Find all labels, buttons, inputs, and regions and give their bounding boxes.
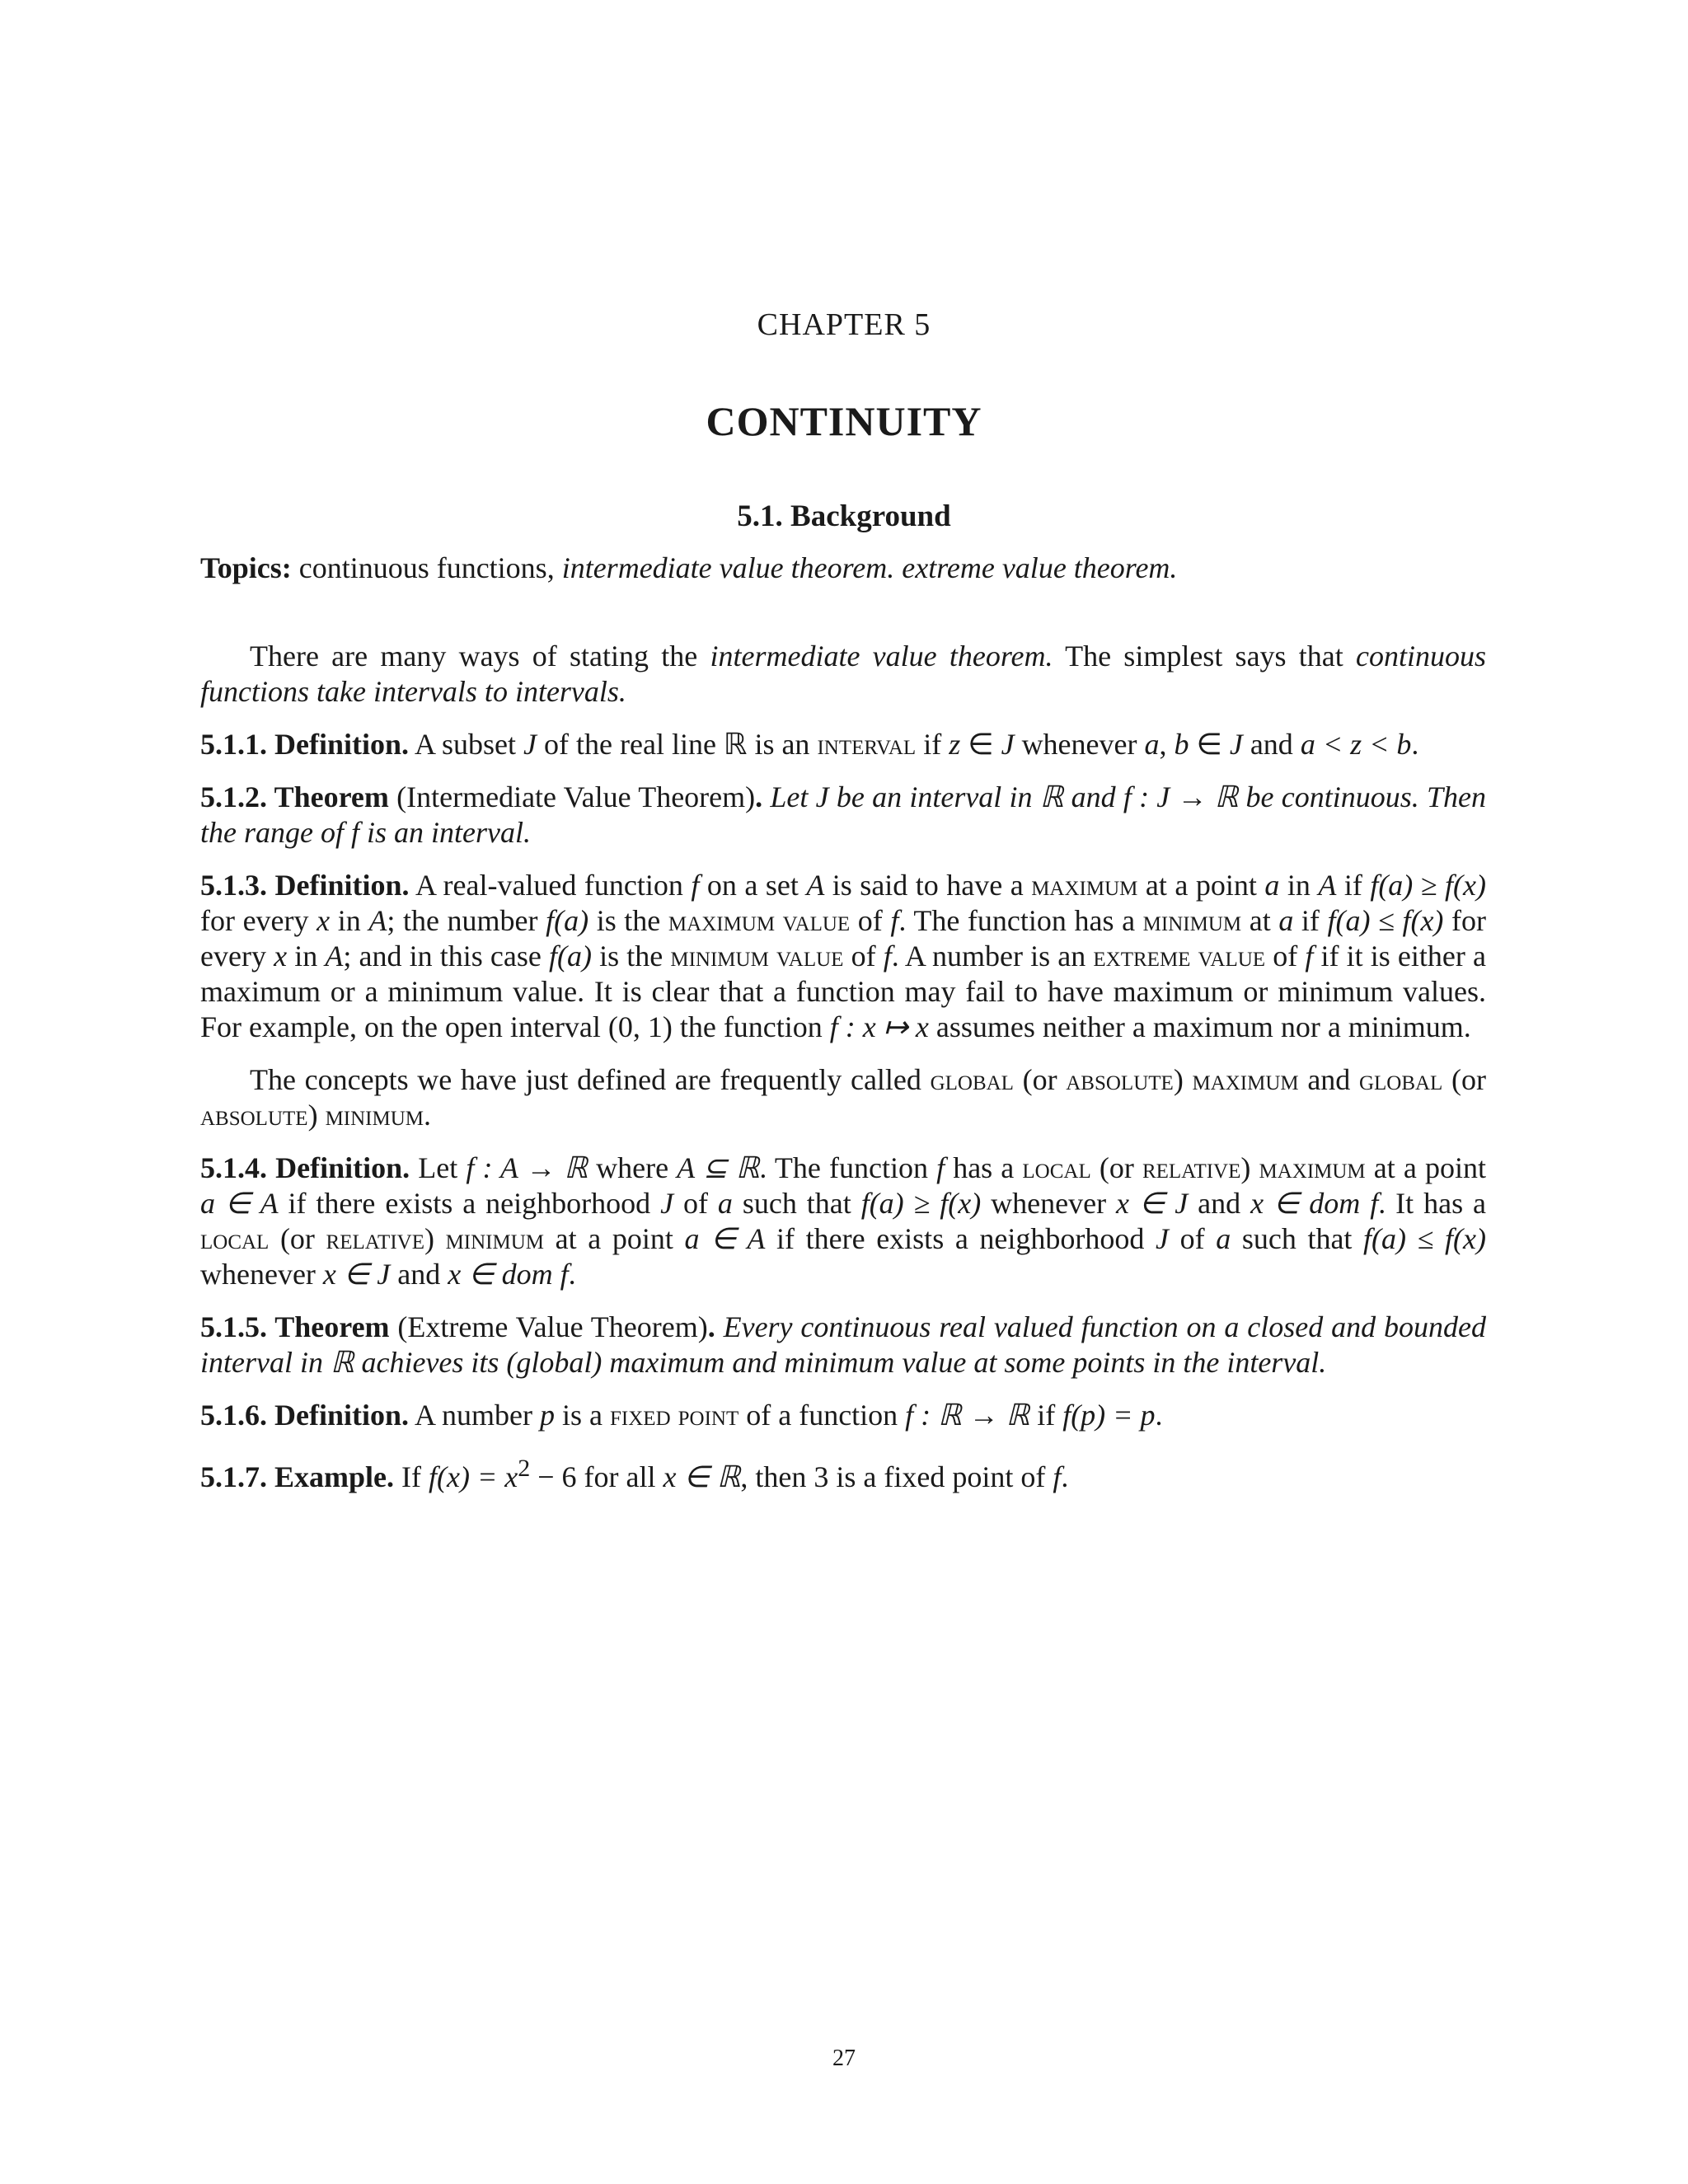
text: in xyxy=(1279,869,1319,902)
math: f(a) ≤ f(x) xyxy=(1327,904,1444,937)
math: a xyxy=(1264,869,1280,902)
text: . xyxy=(1155,1399,1163,1432)
example-label: 5.1.7. Example. xyxy=(200,1460,395,1493)
text: . A number is an xyxy=(891,940,1094,972)
text: at a point xyxy=(544,1222,685,1255)
math: f(a) xyxy=(548,940,592,972)
defined-term: extreme value xyxy=(1093,940,1266,972)
defined-term: global xyxy=(1358,1063,1443,1096)
text: where xyxy=(587,1151,678,1184)
text: if it is either a maximum or a minimum value. It is clear that a function may fail to have maximum or minimum values. For example, on the open interval (0, 1) the function xyxy=(200,940,1486,1043)
defined-term: maximum xyxy=(1031,869,1138,902)
math: p xyxy=(540,1399,556,1432)
math: J xyxy=(1156,1222,1169,1255)
definition-label: 5.1.3. Definition. xyxy=(200,869,410,902)
definition-5-1-1 xyxy=(200,727,1486,762)
intro-emphasis: intermediate value theorem. xyxy=(710,640,1053,673)
defined-term: fixed point xyxy=(610,1399,739,1432)
text: . xyxy=(755,780,763,813)
text: if xyxy=(1336,869,1371,902)
math: z xyxy=(949,728,961,761)
math: a xyxy=(1216,1222,1231,1255)
math: J xyxy=(660,1187,674,1220)
section-heading: 5.1. Background xyxy=(737,499,951,533)
text: if xyxy=(916,728,950,761)
text: of xyxy=(1168,1222,1217,1255)
text: The concepts we have just defined are frequently called xyxy=(250,1063,931,1096)
text: if xyxy=(1029,1399,1063,1432)
math: A ⊆ ℝ xyxy=(677,1151,760,1184)
text: is a xyxy=(555,1399,611,1432)
math-exponent: 2 xyxy=(518,1455,531,1482)
text: . xyxy=(424,1099,432,1132)
text: such that xyxy=(1231,1222,1364,1255)
text: and xyxy=(1188,1187,1251,1220)
math: f : ℝ → ℝ xyxy=(905,1399,1030,1432)
theorem-5-1-5 xyxy=(200,1310,1486,1380)
math: x ∈ ℝ xyxy=(663,1460,741,1493)
text: at xyxy=(1241,904,1279,937)
text: whenever xyxy=(200,1258,323,1291)
text: , then 3 is a fixed point of xyxy=(740,1460,1053,1493)
text: and xyxy=(1298,1063,1359,1096)
text: Let xyxy=(410,1151,467,1184)
text: (or xyxy=(1013,1063,1067,1096)
text: . xyxy=(707,1310,715,1343)
math: f(a) ≥ f(x) xyxy=(860,1187,982,1220)
text: such that xyxy=(732,1187,861,1220)
defined-term: absolute xyxy=(200,1099,308,1132)
text: of the real line ℝ is an xyxy=(537,728,818,761)
theorem-name: (Intermediate Value Theorem) xyxy=(388,780,756,813)
text: and xyxy=(390,1258,448,1291)
text: of a function xyxy=(738,1399,906,1432)
math: a xyxy=(717,1187,733,1220)
math: b xyxy=(1174,728,1189,761)
text: . xyxy=(1411,728,1419,761)
defined-term: relative xyxy=(1142,1151,1241,1184)
math: f(p) = p xyxy=(1062,1399,1156,1432)
text: ; the number xyxy=(387,904,546,937)
math: a ∈ A xyxy=(200,1187,279,1220)
text: whenever xyxy=(981,1187,1117,1220)
math: f(a) ≥ f(x) xyxy=(1370,869,1486,902)
math: f xyxy=(1053,1460,1062,1493)
math: a xyxy=(1144,728,1160,761)
text: A number xyxy=(409,1399,541,1432)
math: − 6 xyxy=(530,1460,577,1493)
math: f(a) xyxy=(546,904,589,937)
text: is said to have a xyxy=(824,869,1032,902)
math: a ∈ A xyxy=(684,1222,766,1255)
text: A real-valued function xyxy=(409,869,692,902)
math: x ∈ J xyxy=(322,1258,391,1291)
theorem-label: 5.1.5. Theorem xyxy=(200,1310,390,1343)
topics-label: Topics: xyxy=(200,551,292,584)
text: at a point xyxy=(1365,1151,1486,1184)
main-content xyxy=(200,551,1486,1512)
math: x ∈ dom f xyxy=(448,1258,569,1291)
defined-term: interval xyxy=(817,728,917,761)
intro-paragraph xyxy=(200,639,1486,710)
definition-label: 5.1.4. Definition. xyxy=(200,1151,410,1184)
text: . xyxy=(568,1258,576,1291)
text: for every xyxy=(200,904,317,937)
definition-label: 5.1.6. Definition. xyxy=(200,1399,410,1432)
math: A xyxy=(325,940,344,972)
theorem-name: (Extreme Value Theorem) xyxy=(389,1310,708,1343)
chapter-title: CONTINUITY xyxy=(706,398,982,444)
math: a < z < b xyxy=(1300,728,1412,761)
text: If xyxy=(394,1460,429,1493)
text: on a set xyxy=(699,869,807,902)
theorem-5-1-2 xyxy=(200,780,1486,851)
example-5-1-7 xyxy=(200,1451,1486,1495)
math: x ∈ J xyxy=(1116,1187,1189,1220)
text: . The function xyxy=(759,1151,937,1184)
math: x xyxy=(274,940,288,972)
defined-term: local xyxy=(1022,1151,1091,1184)
text: in xyxy=(330,904,369,937)
text: and xyxy=(1242,728,1301,761)
text: assumes neither a maximum nor a minimum. xyxy=(928,1010,1471,1043)
text: of xyxy=(843,940,884,972)
math: J xyxy=(523,728,537,761)
math: A xyxy=(806,869,825,902)
text: . xyxy=(1061,1460,1069,1493)
defined-term: maximum xyxy=(1192,1063,1299,1096)
text: if xyxy=(1293,904,1328,937)
math: x ∈ dom f xyxy=(1250,1187,1379,1220)
defined-term: minimum xyxy=(325,1099,424,1132)
text: for all xyxy=(576,1460,663,1493)
math: A xyxy=(368,904,387,937)
text: for every xyxy=(200,904,1487,972)
definition-label: 5.1.1. Definition. xyxy=(200,728,410,761)
defined-term: absolute xyxy=(1066,1063,1174,1096)
topics-plain: continuous functions, xyxy=(298,551,555,584)
defined-term: maximum value xyxy=(668,904,851,937)
text: at a point xyxy=(1137,869,1265,902)
text: ∈ xyxy=(1189,728,1230,761)
math: J xyxy=(1229,728,1243,761)
defined-term: local xyxy=(200,1222,270,1255)
math: a xyxy=(1278,904,1294,937)
text: . The function has a xyxy=(898,904,1143,937)
defined-term: minimum xyxy=(445,1222,545,1255)
theorem-body: Let J be an interval in ℝ and f : J → ℝ be continuous. Then the range of f is an interval. xyxy=(200,780,1486,849)
text: of xyxy=(850,904,891,937)
math: f(x) = x xyxy=(429,1460,518,1493)
defined-term: minimum value xyxy=(670,940,844,972)
text: is the xyxy=(591,940,671,972)
math: f : x ↦ x xyxy=(829,1010,929,1043)
text: of xyxy=(1265,940,1306,972)
text: (or xyxy=(1442,1063,1486,1096)
theorem-body: Every continuous real valued function on a closed and bounded interval in ℝ achieves its (global) maximum and minimum value at some points in the interval. xyxy=(200,1310,1486,1379)
text: . It has a xyxy=(1378,1187,1486,1220)
text: ∈ xyxy=(960,728,1001,761)
text: A subset xyxy=(409,728,524,761)
text: (or xyxy=(269,1222,326,1255)
intro-text: The simplest says that xyxy=(1053,640,1357,673)
text: whenever xyxy=(1014,728,1145,761)
topics-italic: intermediate value theorem. extreme value theorem. xyxy=(561,551,1178,584)
defined-term: minimum xyxy=(1142,904,1242,937)
math: f xyxy=(890,904,899,937)
math: f : A → ℝ xyxy=(466,1151,588,1184)
definition-5-1-6 xyxy=(200,1398,1486,1433)
math: f(a) ≤ f(x) xyxy=(1363,1222,1486,1255)
theorem-label: 5.1.2. Theorem xyxy=(200,780,389,813)
math: x xyxy=(316,904,331,937)
math: f xyxy=(1305,940,1314,972)
math: f xyxy=(936,1151,945,1184)
page-number: 27 xyxy=(832,2046,856,2071)
chapter-label: CHAPTER 5 xyxy=(757,307,931,342)
defined-term: relative xyxy=(326,1222,424,1255)
text: ) xyxy=(424,1222,446,1255)
intro-emphasis: continuous functions take intervals to intervals. xyxy=(200,640,1487,708)
concepts-paragraph xyxy=(200,1062,1486,1133)
text: if there exists a neighborhood xyxy=(765,1222,1156,1255)
definition-5-1-3 xyxy=(200,868,1486,1045)
text: if there exists a neighborhood xyxy=(278,1187,661,1220)
math: A xyxy=(1318,869,1337,902)
text: ) xyxy=(307,1099,326,1132)
topics-line xyxy=(200,551,1486,586)
definition-5-1-4 xyxy=(200,1151,1486,1292)
text: (or xyxy=(1090,1151,1142,1184)
text: of xyxy=(673,1187,718,1220)
text: is the xyxy=(588,904,668,937)
intro-text: There are many ways of stating the xyxy=(250,640,710,673)
math: J xyxy=(1001,728,1015,761)
defined-term: global xyxy=(930,1063,1014,1096)
text: , xyxy=(1159,728,1175,761)
text: ; and in this case xyxy=(343,940,549,972)
text: ) xyxy=(1173,1063,1193,1096)
math: f xyxy=(883,940,892,972)
math: f xyxy=(691,869,700,902)
text: in xyxy=(287,940,326,972)
defined-term: maximum xyxy=(1259,1151,1366,1184)
text: ) xyxy=(1240,1151,1259,1184)
text: has a xyxy=(945,1151,1023,1184)
